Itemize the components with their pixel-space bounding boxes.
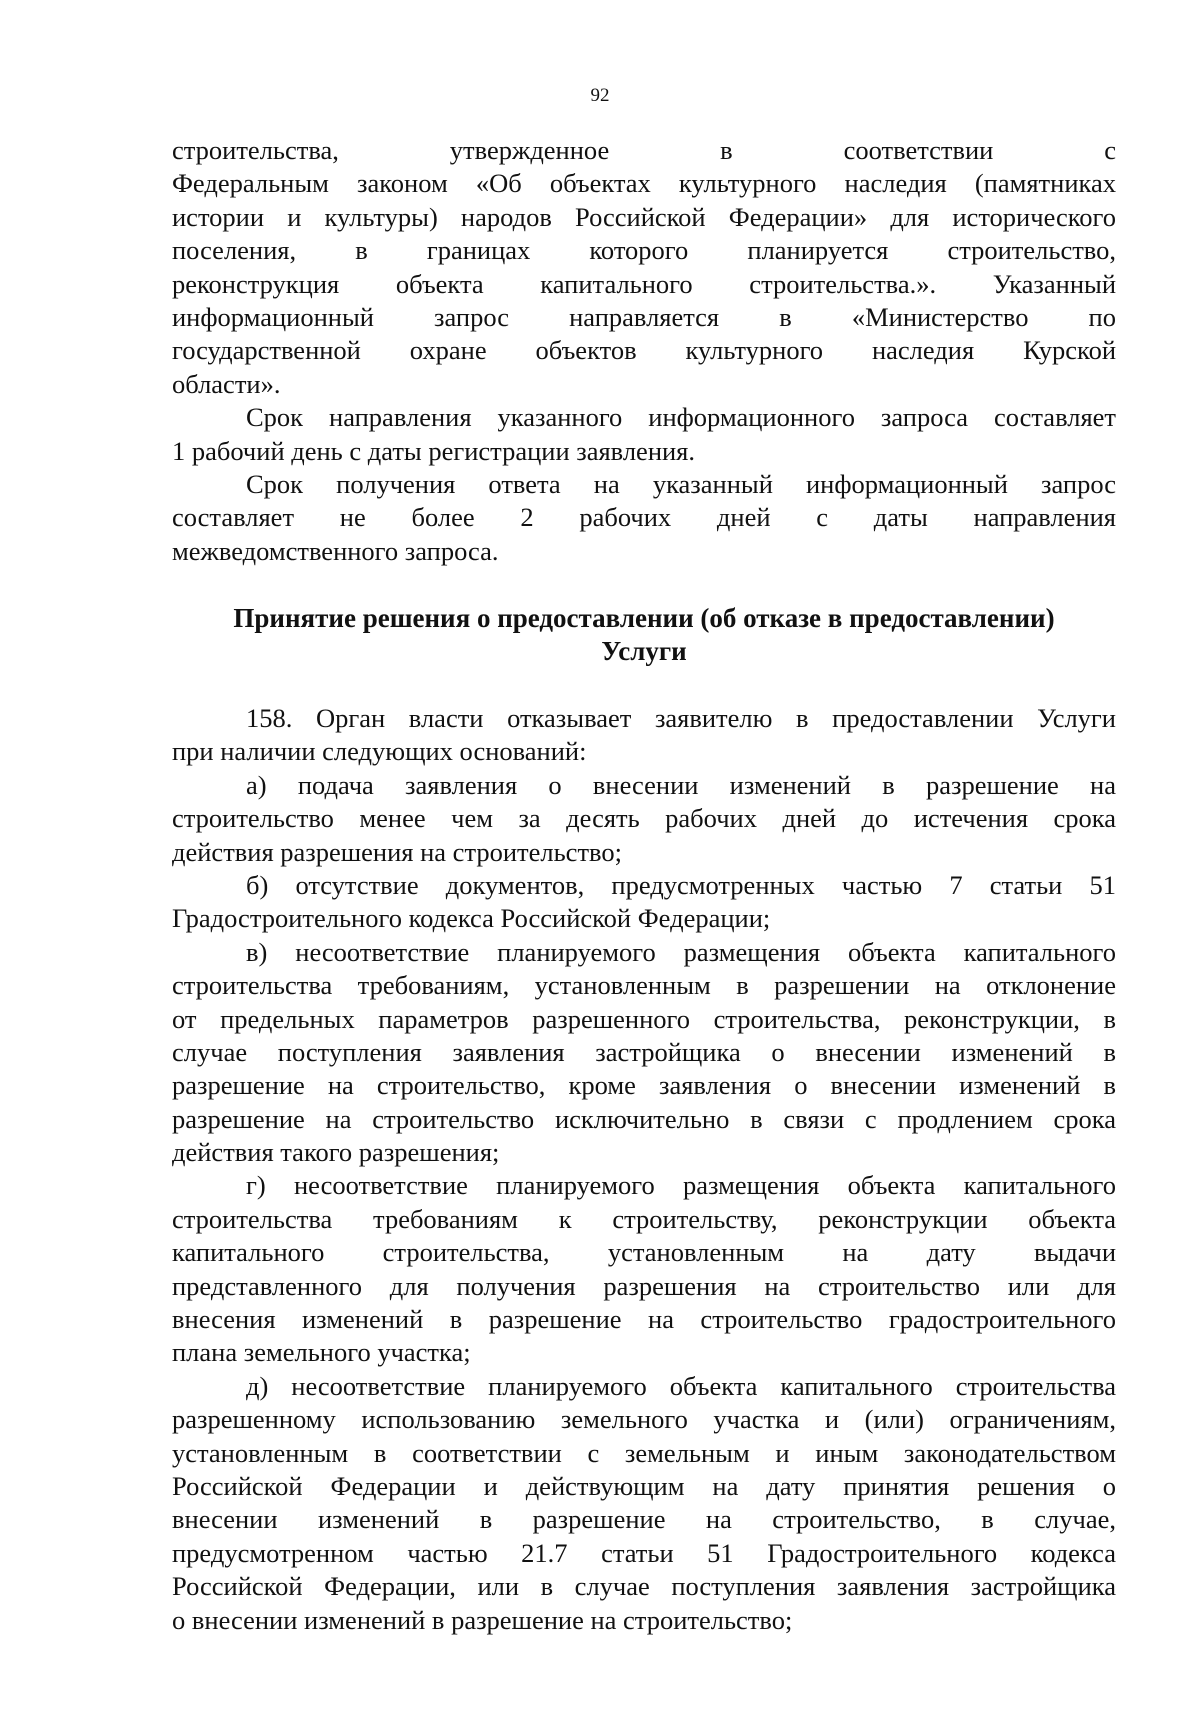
text-line: предусмотренном частью 21.7 статьи 51 Градостроительного кодекса	[172, 1537, 1116, 1568]
text-line: б) отсутствие документов, предусмотренных частью 7 статьи 51	[246, 869, 1116, 900]
text-line: строительства требованиям к строительству, реконструкции объекта	[172, 1203, 1116, 1234]
text-line: о внесении изменений в разрешение на строительство;	[172, 1604, 793, 1635]
text-line: разрешение на строительство исключительно в связи с продлением срока	[172, 1103, 1116, 1134]
text-line: Федеральным законом «Об объектах культурного наследия (памятниках	[172, 168, 1116, 199]
text-line: а) подача заявления о внесении изменений в разрешение на	[246, 769, 1116, 800]
text-line: области».	[172, 368, 281, 399]
text-line: Градостроительного кодекса Российской Федерации;	[172, 903, 771, 934]
text-line: действия такого разрешения;	[172, 1137, 500, 1168]
text-line: составляет не более 2 рабочих дней с даты направления	[172, 502, 1116, 533]
text-line: капитального строительства, установленным на дату выдачи	[172, 1237, 1116, 1268]
text-line: реконструкция объекта капитального строительства.». Указанный	[172, 268, 1116, 299]
text-line: разрешение на строительство, кроме заявления о внесении изменений в	[172, 1070, 1116, 1101]
body-text	[172, 702, 1116, 1637]
text-line: установленным в соответствии с земельным и иным законодательством	[172, 1437, 1116, 1468]
text-line: Срок получения ответа на указанный информационный запрос	[246, 468, 1116, 499]
section-heading	[172, 602, 1116, 669]
text-line: Срок направления указанного информационного запроса составляет	[246, 402, 1116, 433]
text-line: внесения изменений в разрешение на строительство градостроительного	[172, 1304, 1116, 1335]
page-number: 92	[590, 85, 610, 106]
text-line: строительства требованиям, установленным в разрешении на отклонение	[172, 970, 1116, 1001]
text-line: строительства, утвержденное в соответствии с	[172, 135, 1116, 165]
text-line: государственной охране объектов культурного наследия Курской	[172, 335, 1116, 366]
text-line: 1 рабочий день с даты регистрации заявления.	[172, 435, 695, 466]
text-line: в) несоответствие планируемого размещения объекта капитального	[246, 936, 1116, 967]
text-line: представленного для получения разрешения на строительство или для	[172, 1270, 1116, 1301]
text-line: информационный запрос направляется в «Министерство по	[172, 301, 1116, 332]
section-heading-line: Услуги	[601, 636, 687, 667]
text-line: от предельных параметров разрешенного строительства, реконструкции, в	[172, 1003, 1116, 1034]
text-line: д) несоответствие планируемого объекта капитального строительства	[246, 1370, 1116, 1401]
text-line: внесении изменений в разрешение на строительство, в случае,	[172, 1504, 1116, 1535]
text-line: случае поступления заявления застройщика о внесении изменений в	[172, 1036, 1116, 1067]
text-line: плана земельного участка;	[172, 1337, 471, 1368]
text-line: 158. Орган власти отказывает заявителю в предоставлении Услуги	[246, 703, 1116, 733]
text-line: разрешенному использованию земельного участка и (или) ограничениям,	[172, 1404, 1116, 1435]
text-line: поселения, в границах которого планируется строительство,	[172, 235, 1116, 266]
text-line: строительство менее чем за десять рабочих дней до истечения срока	[172, 803, 1116, 834]
intro-text	[172, 134, 1116, 568]
text-line: Российской Федерации, или в случае поступления заявления застройщика	[172, 1571, 1116, 1602]
text-line: действия разрешения на строительство;	[172, 836, 622, 867]
text-line: истории и культуры) народов Российской Федерации» для исторического	[172, 201, 1116, 232]
section-heading-line: Принятие решения о предоставлении (об отказе в предоставлении)	[233, 603, 1055, 633]
text-line: Российской Федерации и действующим на дату принятия решения о	[172, 1470, 1116, 1501]
text-line: при наличии следующих оснований:	[172, 736, 587, 767]
text-line: г) несоответствие планируемого размещения объекта капитального	[246, 1170, 1116, 1201]
text-line: межведомственного запроса.	[172, 535, 499, 566]
